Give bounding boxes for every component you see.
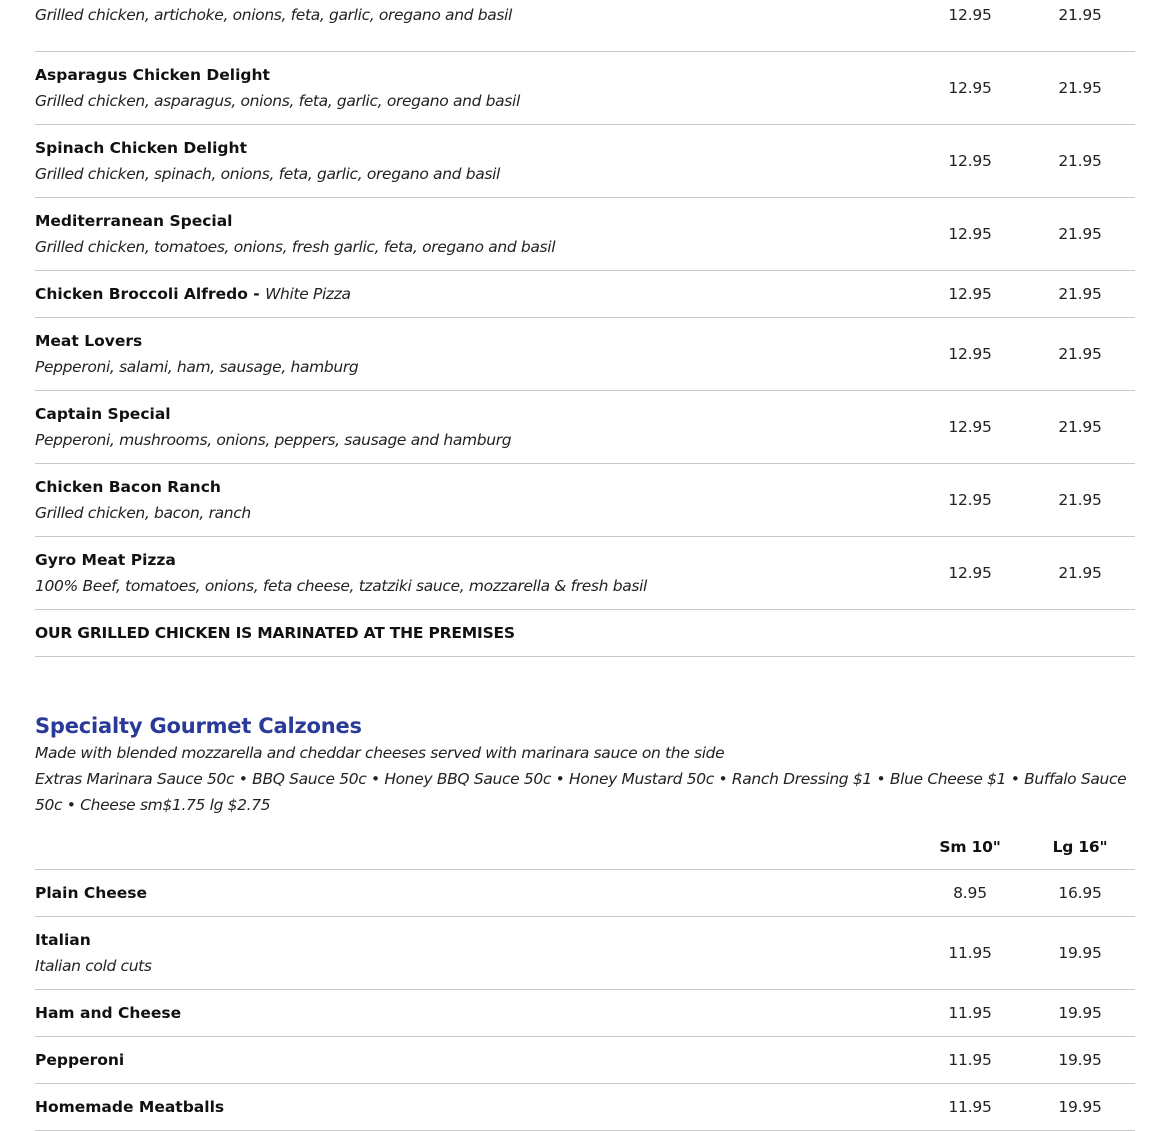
section-subtitle: Made with blended mozzarella and cheddar cheeses served with marinara sauce on the side — [35, 744, 725, 762]
item-text — [35, 1000, 915, 1026]
item-description: Italian cold cuts — [35, 957, 152, 975]
item-name: Spinach Chicken Delight — [35, 139, 247, 157]
item-text — [35, 1094, 915, 1120]
menu-item-row — [35, 125, 1135, 198]
item-description: Pepperoni, salami, ham, sausage, hamburg — [35, 358, 359, 376]
section-title: Specialty Gourmet Calzones — [35, 714, 362, 738]
price-large: 19.95 — [1058, 1051, 1102, 1069]
item-name: Asparagus Chicken Delight — [35, 66, 270, 84]
item-description: Grilled chicken, asparagus, onions, feta, garlic, oregano and basil — [35, 92, 520, 110]
menu-item-row — [35, 1037, 1135, 1084]
item-text — [35, 927, 915, 979]
price-large: 16.95 — [1058, 884, 1102, 902]
price-small: 12.95 — [948, 345, 992, 363]
item-text — [35, 1047, 915, 1073]
item-description: Pepperoni, mushrooms, onions, peppers, sausage and hamburg — [35, 431, 512, 449]
price-large: 21.95 — [1058, 152, 1102, 170]
menu-item-row — [35, 271, 1135, 318]
price-small: 12.95 — [948, 79, 992, 97]
item-name: Ham and Cheese — [35, 1004, 182, 1022]
price-large: 21.95 — [1058, 225, 1102, 243]
item-name: Homemade Meatballs — [35, 1098, 225, 1116]
item-text — [35, 880, 915, 906]
item-name-text: Chicken Broccoli Alfredo - — [35, 285, 266, 303]
price-small: 11.95 — [948, 1051, 992, 1069]
price-large: 19.95 — [1058, 1004, 1102, 1022]
item-name: Captain Special — [35, 405, 171, 423]
price-small: 11.95 — [948, 944, 992, 962]
price-small: 12.95 — [948, 152, 992, 170]
item-text — [35, 135, 915, 187]
item-text — [35, 547, 915, 599]
menu-item-row — [35, 198, 1135, 271]
price-header-row — [35, 824, 1135, 870]
menu-item-row — [35, 52, 1135, 125]
price-large: 21.95 — [1058, 79, 1102, 97]
price-small: 12.95 — [948, 564, 992, 582]
menu-item-row — [35, 464, 1135, 537]
header-large-size: Lg 16" — [1052, 837, 1108, 856]
item-text — [35, 2, 915, 28]
item-text — [35, 62, 915, 114]
item-text — [35, 328, 915, 380]
price-large: 21.95 — [1058, 491, 1102, 509]
price-large: 21.95 — [1058, 418, 1102, 436]
price-large: 19.95 — [1058, 1098, 1102, 1116]
menu-item-row — [35, 391, 1135, 464]
price-large: 21.95 — [1058, 345, 1102, 363]
item-description: Grilled chicken, spinach, onions, feta, garlic, oregano and basil — [35, 165, 501, 183]
menu-item-row — [35, 0, 1135, 52]
item-description: Grilled chicken, artichoke, onions, feta, garlic, oregano and basil — [35, 6, 513, 24]
price-large: 21.95 — [1058, 564, 1102, 582]
item-name: Pepperoni — [35, 1051, 125, 1069]
item-description: 100% Beef, tomatoes, onions, feta cheese, tzatziki sauce, mozzarella & fresh basil — [35, 577, 647, 595]
menu-item-row — [35, 1084, 1135, 1131]
item-name — [35, 281, 915, 307]
item-name: Mediterranean Special — [35, 212, 233, 230]
item-inline-description: White Pizza — [265, 285, 351, 303]
price-large: 21.95 — [1058, 6, 1102, 24]
item-description: Grilled chicken, tomatoes, onions, fresh garlic, feta, oregano and basil — [35, 238, 556, 256]
item-name: Gyro Meat Pizza — [35, 551, 176, 569]
header-small-size: Sm 10" — [939, 837, 1001, 856]
price-large: 19.95 — [1058, 944, 1102, 962]
menu-item-row — [35, 318, 1135, 391]
price-small: 12.95 — [948, 491, 992, 509]
item-text — [35, 208, 915, 260]
item-text — [35, 474, 915, 526]
price-small: 8.95 — [953, 884, 987, 902]
item-text — [35, 281, 915, 307]
section-extras: Extras Marinara Sauce 50c • BBQ Sauce 50c • Honey BBQ Sauce 50c • Honey Mustard 50c • Ranch Dressing $1 • Blue Cheese $1 • Buffalo Sauce 50c • Cheese sm$1.75 lg $2.75 — [35, 770, 1127, 814]
price-small: 11.95 — [948, 1004, 992, 1022]
price-small: 12.95 — [948, 418, 992, 436]
menu-item-row — [35, 537, 1135, 610]
menu-page — [35, 0, 1135, 1131]
item-name: Plain Cheese — [35, 884, 148, 902]
price-small: 12.95 — [948, 225, 992, 243]
item-text — [35, 401, 915, 453]
item-name: Meat Lovers — [35, 332, 143, 350]
price-small: 12.95 — [948, 285, 992, 303]
item-description: Grilled chicken, bacon, ranch — [35, 504, 251, 522]
menu-item-row — [35, 917, 1135, 990]
item-name: Italian — [35, 931, 91, 949]
menu-item-row — [35, 990, 1135, 1037]
item-name: Chicken Bacon Ranch — [35, 478, 221, 496]
marinated-note: OUR GRILLED CHICKEN IS MARINATED AT THE PREMISES — [35, 610, 1135, 657]
price-small: 12.95 — [948, 6, 992, 24]
price-large: 21.95 — [1058, 285, 1102, 303]
price-small: 11.95 — [948, 1098, 992, 1116]
menu-item-row — [35, 870, 1135, 917]
